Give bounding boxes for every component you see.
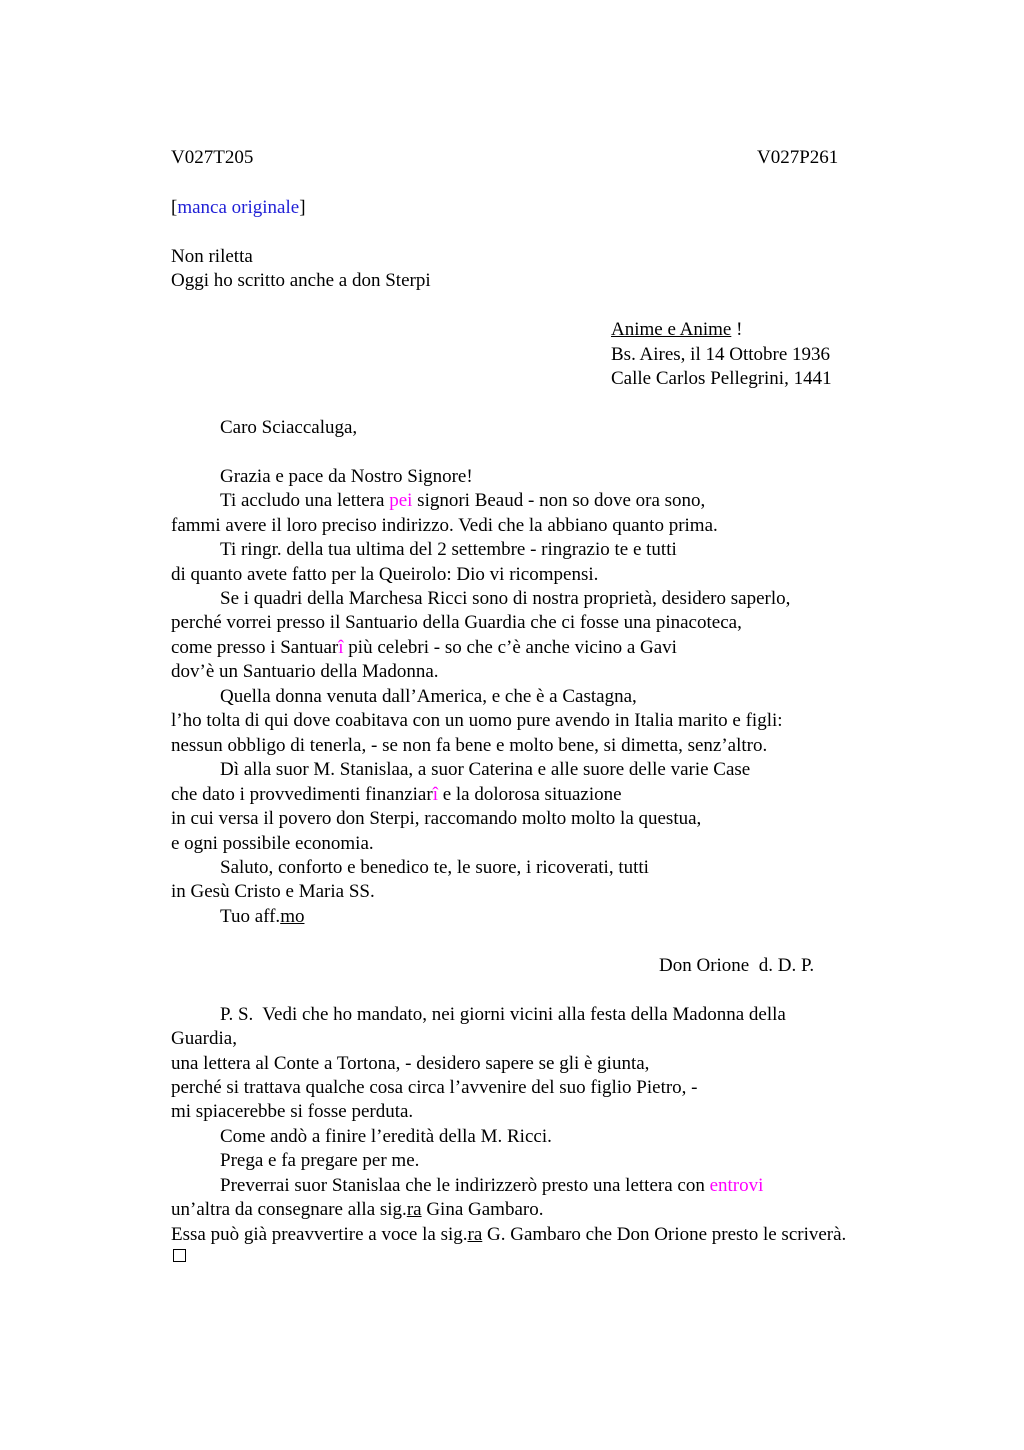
text-run: che dato i provvedimenti finanziar xyxy=(171,784,433,805)
body-line: Se i quadri della Marchesa Ricci sono di nostra proprietà, desidero saperlo, xyxy=(220,588,791,609)
body-line: Quella donna venuta dall’America, e che è a Castagna, xyxy=(220,686,637,707)
motto-text: Anime e Anime xyxy=(611,319,732,340)
postscript-line: una lettera al Conte a Tortona, - desidero sapere se gli è giunta, xyxy=(171,1053,650,1074)
body-line: in Gesù Cristo e Maria SS. xyxy=(171,881,375,902)
text-run: come presso i Santuar xyxy=(171,637,339,658)
note-bracket-close: ] xyxy=(299,197,306,218)
postscript-line: Guardia, xyxy=(171,1028,237,1049)
doc-code-right: V027P261 xyxy=(757,147,839,168)
square-outline-icon xyxy=(173,1249,186,1262)
postscript-line: Come andò a finire l’eredità della M. Ricci. xyxy=(220,1126,552,1147)
body-line: fammi avere il loro preciso indirizzo. Vedi che la abbiano quanto prima. xyxy=(171,515,718,536)
superscript-abbrev: mo xyxy=(280,906,305,927)
body-line xyxy=(171,783,622,807)
postscript-line xyxy=(171,1198,543,1222)
postscript-line xyxy=(171,1223,846,1247)
remark-sterpi: Oggi ho scritto anche a don Sterpi xyxy=(171,270,431,291)
body-line: Ti ringr. della tua ultima del 2 settembre - ringrazio te e tutti xyxy=(220,539,677,560)
body-line: Dì alla suor M. Stanislaa, a suor Caterina e alle suore delle varie Case xyxy=(220,759,751,780)
text-run: G. Gambaro che Don Orione presto le scriverà. xyxy=(482,1224,847,1245)
highlight-word: entrovi xyxy=(709,1175,764,1196)
highlight-letter: î xyxy=(432,784,438,805)
sender-place-date: Bs. Aires, il 14 Ottobre 1936 xyxy=(611,344,831,365)
body-line: perché vorrei presso il Santuario della Guardia che ci fosse una pinacoteca, xyxy=(171,612,742,633)
highlight-word: pei xyxy=(389,490,413,511)
text-run: e la dolorosa situazione xyxy=(437,784,622,805)
salutation: Caro Sciaccaluga, xyxy=(220,417,358,438)
signature: Don Orione d. D. P. xyxy=(659,955,815,976)
text-run: più celebri - so che c’è anche vicino a Gavi xyxy=(343,637,677,658)
superscript-abbrev: ra xyxy=(467,1224,483,1245)
body-line: in cui versa il povero don Sterpi, raccomando molto molto la questua, xyxy=(171,808,702,829)
editorial-note xyxy=(171,196,306,220)
text-run: Preverrai suor Stanislaa che le indirizzerò presto una lettera con xyxy=(220,1175,710,1196)
motto-tail: ! xyxy=(731,319,743,340)
body-line: Grazia e pace da Nostro Signore! xyxy=(220,466,473,487)
postscript-line: P. S. Vedi che ho mandato, nei giorni vicini alla festa della Madonna della xyxy=(220,1004,786,1025)
body-line: nessun obbligo di tenerla, - se non fa bene e molto bene, si dimetta, senz’altro. xyxy=(171,735,768,756)
note-bracket-open: [ xyxy=(171,197,178,218)
body-line xyxy=(171,636,677,660)
text-run: Essa può già preavvertire a voce la sig. xyxy=(171,1224,468,1245)
note-text: manca originale xyxy=(177,197,300,218)
text-run: un’altra da consegnare alla sig. xyxy=(171,1199,407,1220)
closing xyxy=(220,905,304,929)
body-line: di quanto avete fatto per la Queirolo: Dio vi ricompensi. xyxy=(171,564,599,585)
postscript-line: mi spiacerebbe si fosse perduta. xyxy=(171,1101,414,1122)
text-run: Tuo aff. xyxy=(220,906,281,927)
sender-motto xyxy=(611,318,742,342)
remark-not-reread: Non riletta xyxy=(171,246,253,267)
text-run: signori Beaud - non so dove ora sono, xyxy=(412,490,706,511)
body-line: Saluto, conforto e benedico te, le suore, i ricoverati, tutti xyxy=(220,857,649,878)
body-line: e ogni possibile economia. xyxy=(171,833,374,854)
body-line: l’ho tolta di qui dove coabitava con un uomo pure avendo in Italia marito e figli: xyxy=(171,710,783,731)
doc-code-left: V027T205 xyxy=(171,147,254,168)
postscript-line xyxy=(220,1174,763,1198)
superscript-abbrev: ra xyxy=(406,1199,422,1220)
sender-address: Calle Carlos Pellegrini, 1441 xyxy=(611,368,832,389)
postscript-line: perché si trattava qualche cosa circa l’avvenire del suo figlio Pietro, - xyxy=(171,1077,698,1098)
body-line xyxy=(220,489,705,513)
postscript-line: Prega e fa pregare per me. xyxy=(220,1150,420,1171)
body-line: dov’è un Santuario della Madonna. xyxy=(171,661,439,682)
highlight-letter: î xyxy=(338,637,344,658)
text-run: Ti accludo una lettera xyxy=(220,490,390,511)
text-run: Gina Gambaro. xyxy=(421,1199,544,1220)
